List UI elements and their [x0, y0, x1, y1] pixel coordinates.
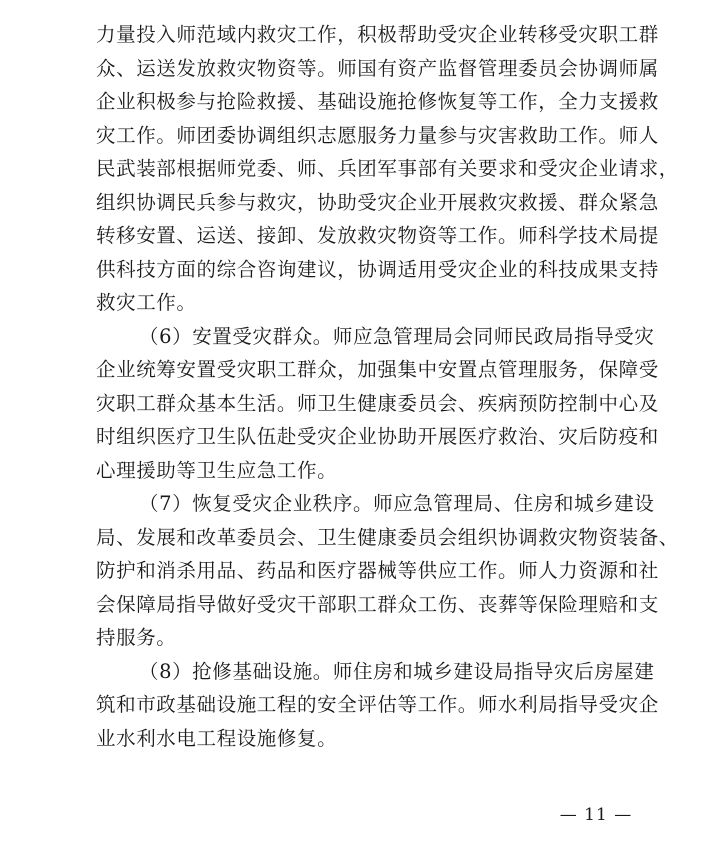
- text-line: 心理援助等卫生应急工作。: [96, 458, 338, 482]
- text-line: 筑和市政基础设施工程的安全评估等工作。师水利局指导受灾企: [96, 693, 659, 716]
- text-line: 救灾工作。: [96, 291, 197, 314]
- text-line: 组织协调民兵参与救灾，协助受灾企业开展救灾救援、群众紧急: [96, 190, 659, 214]
- text-line: 灾职工群众基本生活。师卫生健康委员会、疾病预防控制中心及: [96, 391, 659, 415]
- paragraph-restore-order: [96, 487, 679, 655]
- text-line: （6）安置受灾群众。师应急管理局会同师民政局指导受灾: [139, 324, 655, 348]
- text-line: 业水利水电工程设施修复。: [96, 726, 338, 750]
- text-line: 企业积极参与抢险救援、基础设施抢修恢复等工作，全力支援救: [96, 90, 659, 113]
- text-line: 转移安置、运送、接卸、发放救灾物资等工作。师科学技术局提: [96, 224, 659, 247]
- paragraph-continued: [96, 18, 679, 320]
- text-line: （7）恢复受灾企业秩序。师应急管理局、住房和城乡建设: [139, 492, 655, 515]
- text-line: 会保障局指导做好受灾干部职工群众工伤、丧葬等保险理赔和支: [96, 592, 659, 616]
- body-text: [96, 18, 679, 755]
- paragraph-resettle-victims: [96, 320, 659, 488]
- text-line: 供科技方面的综合咨询建议，协调适用受灾企业的科技成果支持: [96, 257, 659, 281]
- text-line: 企业统筹安置受灾职工群众，加强集中安置点管理服务，保障受: [96, 358, 659, 381]
- text-line: 力量投入师范域内救灾工作，积极帮助受灾企业转移受灾职工群: [96, 23, 659, 46]
- paragraph-repair-infrastructure: [96, 655, 659, 756]
- text-line: 防护和消杀用品、药品和医疗器械等供应工作。师人力资源和社: [96, 559, 659, 582]
- text-line: 民武装部根据师党委、师、兵团军事部有关要求和受灾企业请求，: [96, 157, 679, 180]
- text-line: 灾工作。师团委协调组织志愿服务力量参与灾害救助工作。师人: [96, 123, 659, 147]
- text-line: 局、发展和改革委员会、卫生健康委员会组织协调救灾物资装备、: [96, 525, 679, 549]
- page-number: — 11 —: [559, 805, 633, 825]
- text-line: （8）抢修基础设施。师住房和城乡建设局指导灾后房屋建: [139, 659, 655, 683]
- text-line: 时组织医疗卫生队伍赴受灾企业协助开展医疗救治、灾后防疫和: [96, 425, 659, 448]
- text-line: 持服务。: [96, 626, 177, 649]
- text-line: 众、运送发放救灾物资等。师国有资产监督管理委员会协调师属: [96, 56, 659, 80]
